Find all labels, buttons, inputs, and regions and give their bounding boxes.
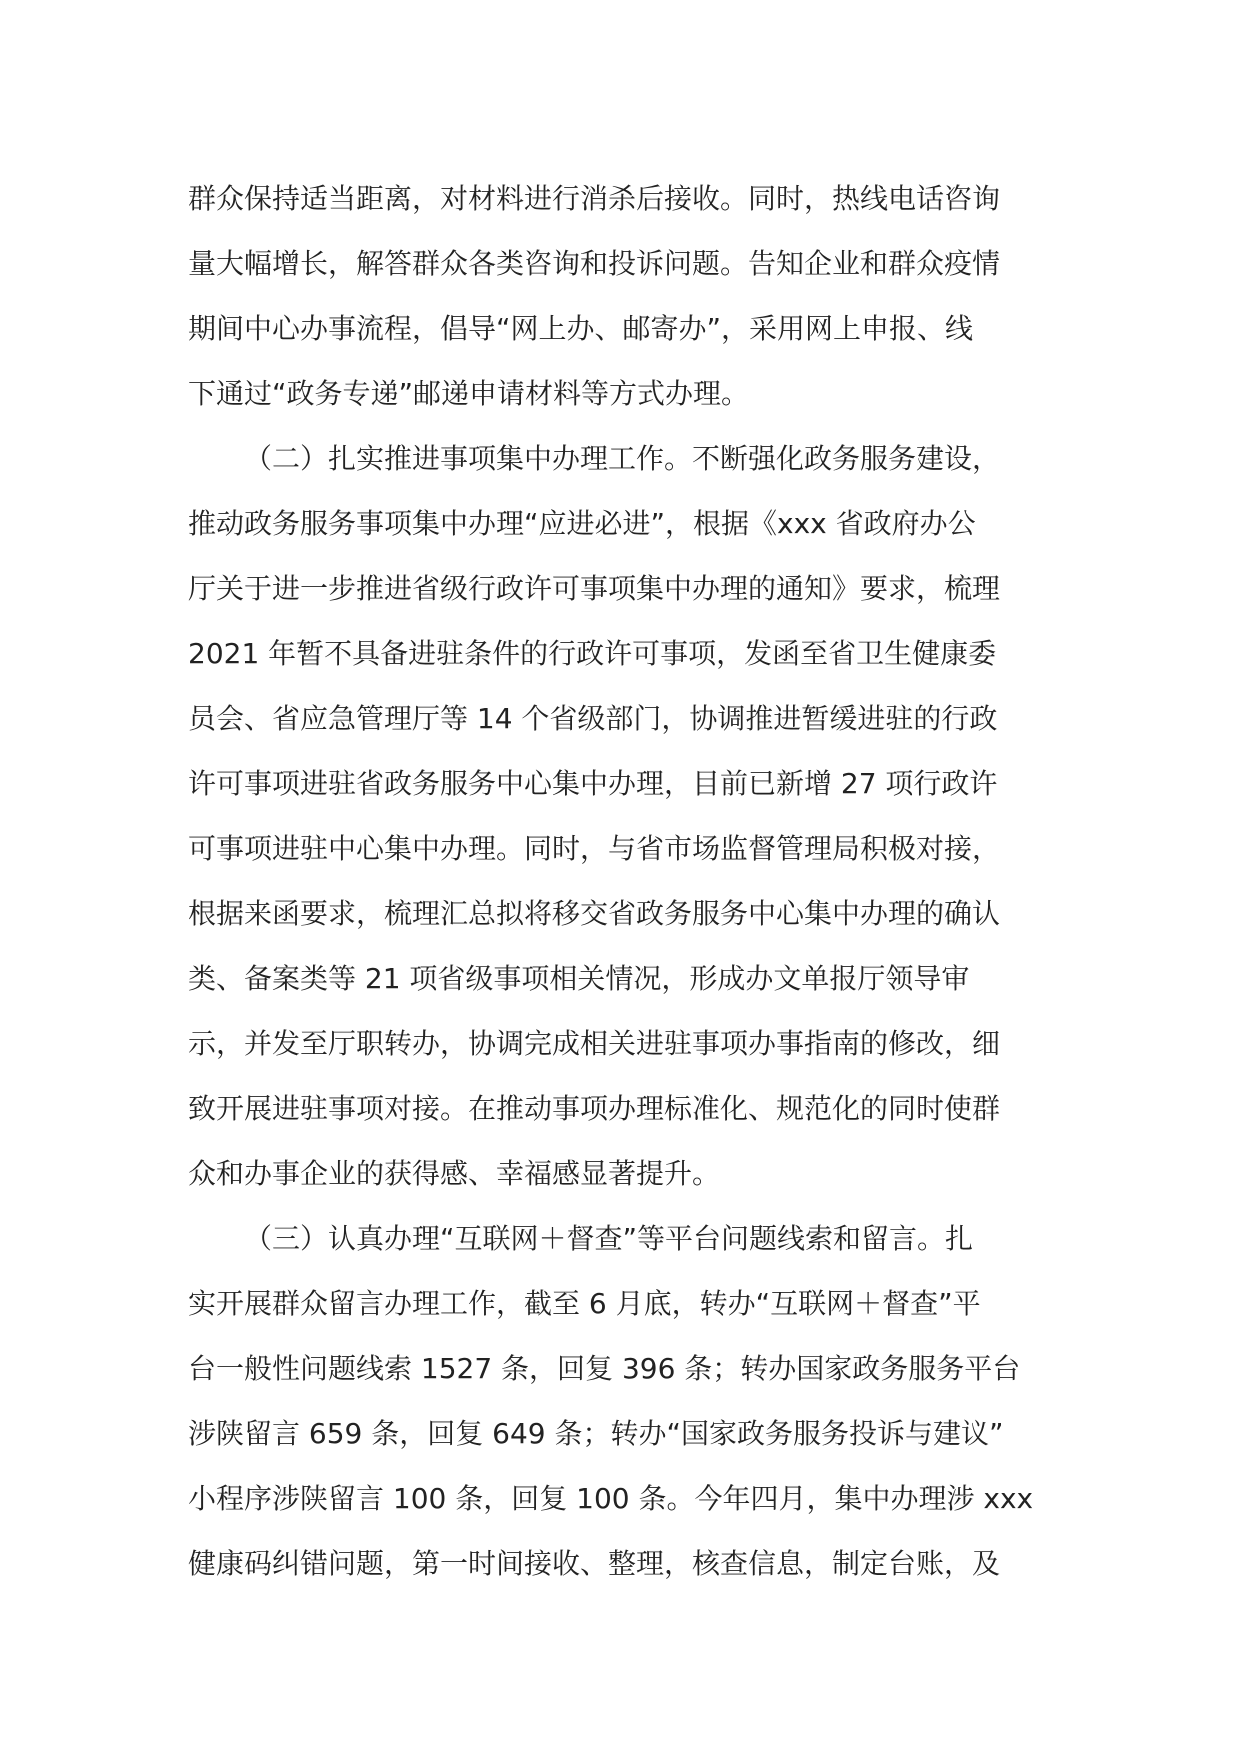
text-line: 台一般性问题线索 1527 条，回复 396 条；转办国家政务服务平台	[188, 1352, 1021, 1385]
text-line: 致开展进驻事项对接。在推动事项办理标准化、规范化的同时使群	[188, 1092, 1001, 1125]
text-line: 2021 年暂不具备进驻条件的行政许可事项，发函至省卫生健康委	[188, 637, 997, 670]
paragraph-first-line: （三）认真办理“互联网＋督查”等平台问题线索和留言。扎	[244, 1222, 974, 1255]
text-line: 员会、省应急管理厅等 14 个省级部门，协调推进暂缓进驻的行政	[188, 702, 998, 735]
text-line: 期间中心办事流程，倡导“网上办、邮寄办”，采用网上申报、线	[188, 312, 974, 345]
text-line: 小程序涉陕留言 100 条，回复 100 条。今年四月，集中办理涉 xxx	[188, 1482, 1034, 1515]
text-line: 推动政务服务事项集中办理“应进必进”，根据《xxx 省政府办公	[188, 507, 976, 540]
text-line: 量大幅增长，解答群众各类咨询和投诉问题。告知企业和群众疫情	[188, 247, 1001, 280]
text-line: 群众保持适当距离，对材料进行消杀后接收。同时，热线电话咨询	[188, 182, 1001, 215]
text-line: 实开展群众留言办理工作，截至 6 月底，转办“互联网＋督查”平	[188, 1287, 981, 1320]
text-line: 众和办事企业的获得感、幸福感显著提升。	[188, 1157, 721, 1190]
text-line: 下通过“政务专递”邮递申请材料等方式办理。	[188, 377, 750, 410]
paragraph-first-line: （二）扎实推进事项集中办理工作。不断强化政务服务建设，	[244, 442, 1001, 475]
text-line: 示，并发至厅职转办，协调完成相关进驻事项办事指南的修改，细	[188, 1027, 1001, 1060]
text-line: 许可事项进驻省政务服务中心集中办理，目前已新增 27 项行政许	[188, 767, 998, 800]
body-text	[188, 166, 1068, 1596]
text-line: 健康码纠错问题，第一时间接收、整理，核查信息，制定台账，及	[188, 1547, 1001, 1580]
text-line: 可事项进驻中心集中办理。同时，与省市场监督管理局积极对接，	[188, 832, 1001, 865]
text-line: 类、备案类等 21 项省级事项相关情况，形成办文单报厅领导审	[188, 962, 970, 995]
text-line: 厅关于进一步推进省级行政许可事项集中办理的通知》要求，梳理	[188, 572, 1001, 605]
text-line: 涉陕留言 659 条，回复 649 条；转办“国家政务服务投诉与建议”	[188, 1417, 1004, 1450]
text-line: 根据来函要求，梳理汇总拟将移交省政务服务中心集中办理的确认	[188, 897, 1001, 930]
